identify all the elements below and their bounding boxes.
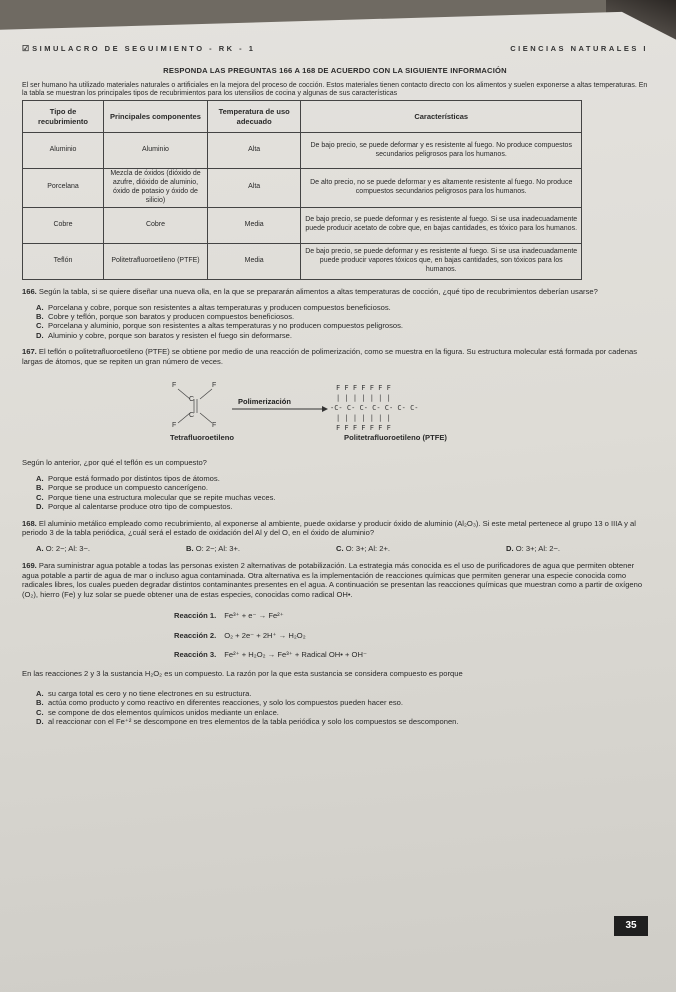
svg-text:F F F F F F F: F F F F F F F (336, 423, 391, 432)
options-row (36, 544, 648, 554)
table-row (23, 169, 582, 208)
table-cell: Politetrafluoroetileno (PTFE) (104, 243, 208, 279)
question-number: 166. (22, 286, 37, 296)
arrow-label: Polimerización (238, 396, 291, 406)
table-cell: Media (207, 243, 301, 279)
table-cell: Cobre (104, 207, 208, 243)
question-166 (22, 287, 648, 340)
question-169 (22, 561, 648, 727)
reaction-3 (174, 649, 648, 661)
question-number: 169. (22, 560, 37, 570)
svg-text:F F F F F F F: F F F F F F F (336, 383, 391, 392)
question-text: El aluminio metálico empleado como recubrimiento, al exponerse al ambiente, puede oxidarse y producir óxido de aluminio (Al₂O₃). Si este metal pertenece al grupo 13 o IIIA y al periodo 3 de la tabla periódica, ¿cuál será el estado de oxidación del Al y del O, en el óxido de aluminio? (22, 518, 636, 538)
table-header-cell: Principales componentes (104, 101, 208, 133)
question-text: El teflón o politetrafluoroetileno (PTFE) se obtiene por medio de una reacción de polimerización, como se muestra en la figura. Su estructura molecular está formada por cadenas largas de átomos, que se repiten un gran número de veces. (22, 347, 638, 366)
option-text: O: 3+; Al: 2+. (345, 544, 391, 554)
intro-text: El ser humano ha utilizado materiales naturales o artificiales en la mejora del proceso de cocción. Estos materiales tienen contacto directo con los alimentos y suelen exponerse a altas temperaturas. En la tabla se muestran los principales tipos de recubrimientos para los utensilios de cocina y algunas de sus características (22, 81, 648, 97)
option-c[interactable] (36, 321, 648, 330)
option-text: Porque se produce un compuesto cancerígeno. (48, 483, 208, 493)
svg-text:F: F (172, 421, 177, 429)
option-d[interactable] (36, 331, 648, 340)
option-letter: C. (36, 321, 44, 331)
ptfe-chain (330, 384, 419, 432)
option-text: O: 3+; Al: 2−. (515, 544, 561, 554)
option-letter: C. (336, 544, 344, 554)
polymer-label: Politetrafluoroetileno (PTFE) (344, 432, 447, 442)
table-cell: De alto precio, no se puede deformar y es altamente resistente al fuego. No produce compuestos secundarios peligrosos para los humanos. (301, 169, 582, 208)
table-header-cell: Temperatura de uso adecuado (207, 101, 301, 133)
polymerization-arrow (232, 406, 328, 412)
reaction-label: Reacción 3. (174, 650, 217, 660)
option-letter: D. (506, 544, 514, 554)
option-letter: D. (36, 502, 44, 512)
option-text: Aluminio y cobre, porque son baratos y resisten el fuego sin deformarse. (48, 330, 292, 340)
page-header (22, 44, 648, 54)
table-cell: Alta (207, 133, 301, 169)
section-heading: RESPONDA LAS PREGUNTAS 166 A 168 DE ACUERDO CON LA SIGUIENTE INFORMACIÓN (163, 66, 507, 76)
table-header-row (23, 101, 582, 133)
question-text: Según la tabla, si se quiere diseñar una nueva olla, en la que se prepararán alimentos a altas temperaturas de cocción, ¿qué tipo de recubrimientos deberían usarse? (38, 286, 598, 296)
reaction-equation: Fe²⁺ + H₂O₂ → Fe³⁺ + Radical OH• + OH⁻ (224, 650, 367, 660)
option-b[interactable] (36, 483, 648, 492)
svg-text:| | | | | | |: | | | | | | | (336, 413, 391, 422)
table-cell: Media (207, 207, 301, 243)
table-cell: De bajo precio, se puede deformar y es resistente al fuego. Si se usa inadecuadamente puede producir vapores tóxicos que, en bajas cantidades, son tóxicos para los humanos. (301, 243, 582, 279)
question-number: 168. (22, 518, 37, 528)
table-cell: Mezcla de óxidos (dióxido de azufre, dióxido de aluminio, óxido de potasio y óxido de silicio) (104, 169, 208, 208)
table-row (23, 243, 582, 279)
polymerization-diagram (170, 377, 500, 433)
question-168 (22, 519, 648, 554)
reaction-1 (174, 610, 648, 622)
option-text: Porcelana y cobre, porque son resistentes a altas temperaturas y producen compuestos beneficiosos. (48, 302, 391, 312)
table-header-cell: Tipo de recubrimiento (23, 101, 104, 133)
svg-text:C: C (189, 395, 195, 403)
header-right-text: CIENCIAS NATURALES I (510, 44, 648, 53)
options-list (36, 303, 648, 341)
option-a[interactable] (36, 689, 648, 698)
coatings-table (22, 100, 582, 280)
table-row (23, 207, 582, 243)
option-letter: D. (36, 716, 44, 726)
reactions-list (174, 610, 648, 661)
table-cell: Porcelana (23, 169, 104, 208)
monomer-label: Tetrafluoroetileno (170, 432, 234, 442)
option-letter: B. (36, 483, 44, 493)
option-text: Porque está formado por distintos tipos de átomos. (48, 474, 220, 484)
option-text: Porque al calentarse produce otro tipo de compuestos. (48, 502, 233, 512)
table-cell: Alta (207, 169, 301, 208)
reaction-equation: O₂ + 2e⁻ + 2H⁺ → H₂O₂ (224, 630, 306, 640)
options-list (36, 689, 648, 727)
option-letter: A. (36, 474, 44, 484)
table-row (23, 133, 582, 169)
option-text: Cobre y teflón, porque son baratos y producen compuestos beneficiosos. (48, 311, 295, 321)
document (22, 44, 648, 726)
reaction-2 (174, 630, 648, 642)
table-cell: Aluminio (23, 133, 104, 169)
option-a[interactable] (36, 474, 648, 483)
option-text: Porque tiene una estructura molecular que se repite muchas veces. (48, 492, 276, 502)
polymerization-figure (170, 377, 648, 433)
reaction-equation: Fe³⁺ + e⁻ → Fe²⁺ (224, 610, 284, 620)
option-d[interactable] (506, 544, 560, 554)
option-b[interactable] (186, 544, 336, 554)
question-prompt: Según lo anterior, ¿por qué el teflón es un compuesto? (22, 458, 207, 468)
question-prompt: En las reacciones 2 y 3 la sustancia H₂O₂ es un compuesto. La razón por la que esta sustancia se considera compuesto es porque (22, 669, 463, 679)
options-list (36, 474, 648, 512)
svg-text:F: F (212, 381, 217, 389)
option-text: su carga total es cero y no tiene electrones en su estructura. (48, 688, 252, 698)
option-text: Porcelana y aluminio, porque son resistentes a altas temperaturas y no producen compuestos peligrosos. (48, 321, 403, 331)
header-left (22, 44, 255, 54)
option-letter: A. (36, 688, 44, 698)
option-text: O: 2−; Al: 3+. (195, 544, 241, 554)
svg-text:C: C (189, 411, 195, 419)
option-b[interactable] (36, 312, 648, 321)
header-left-text: SIMULACRO DE SEGUIMIENTO - RK - 1 (32, 44, 256, 54)
page-number: 35 (614, 916, 648, 936)
option-letter: D. (36, 330, 44, 340)
question-text: Para suministrar agua potable a todas las personas existen 2 alternativas de potabilización. La estrategia más conocida es el uso de purificadores de agua que permiten obtener agua potable a partir de agua de mar o incluso agua contaminada. Otra alternativa es la implementación de reacciones químicas que permiten generar una especie conocida como radicales libres, los cuales pueden degradar distintos contaminantes presentes en el agua. A continuación se presentan las reacciones químicas que muestran como a partir de oxígeno (O₂), hierro (Fe) y luz solar se puede obtener una de estas especies, conocidas como radical OH•. (22, 560, 643, 600)
table-header-cell: Características (301, 101, 582, 133)
option-text: se compone de dos elementos químicos unidos mediante un enlace. (48, 707, 279, 717)
reaction-label: Reacción 1. (174, 610, 217, 620)
table-cell: De bajo precio, se puede deformar y es resistente al fuego. Si se usa inadecuadamente puede producir acetato de cobre que, en bajas cantidades, es tóxico para los humanos. (301, 207, 582, 243)
option-c[interactable] (36, 708, 648, 717)
svg-text:-C- C- C- C- C- C- C-: -C- C- C- C- C- C- C- (330, 403, 419, 412)
option-letter: B. (186, 544, 194, 554)
option-letter: B. (36, 698, 44, 708)
svg-text:F: F (172, 381, 177, 389)
option-text: actúa como producto y como reactivo en diferentes reacciones, y solo los compuestos pueden hacer eso. (48, 698, 403, 708)
option-letter: A. (36, 302, 44, 312)
figure-labels (170, 433, 648, 443)
option-c[interactable] (36, 493, 648, 502)
table-cell: De bajo precio, se puede deformar y es resistente al fuego. No produce compuestos secundarios peligrosos para los humanos. (301, 133, 582, 169)
table-cell: Aluminio (104, 133, 208, 169)
question-167 (22, 347, 648, 512)
table-cell: Teflón (23, 243, 104, 279)
question-number: 167. (22, 347, 37, 357)
svg-text:| | | | | | |: | | | | | | | (336, 393, 391, 402)
reaction-label: Reacción 2. (174, 630, 217, 640)
option-letter: C. (36, 492, 44, 502)
option-text: al reaccionar con el Fe⁺² se descompone en tres elementos de la tabla periódica y solo los compuestos se descomponen. (48, 716, 459, 726)
option-letter: B. (36, 311, 44, 321)
option-a[interactable] (36, 544, 186, 554)
svg-text:F: F (212, 421, 217, 429)
option-text: O: 2−; Al: 3−. (45, 544, 91, 554)
option-b[interactable] (36, 698, 648, 707)
table-cell: Cobre (23, 207, 104, 243)
option-letter: C. (36, 707, 44, 717)
tetrafluoroethylene-molecule (172, 382, 216, 429)
option-c[interactable] (336, 544, 506, 554)
checkbox-icon: ☑ (22, 44, 30, 53)
option-letter: A. (36, 544, 44, 554)
option-d[interactable] (36, 502, 648, 511)
option-d[interactable] (36, 717, 648, 726)
option-a[interactable] (36, 303, 648, 312)
